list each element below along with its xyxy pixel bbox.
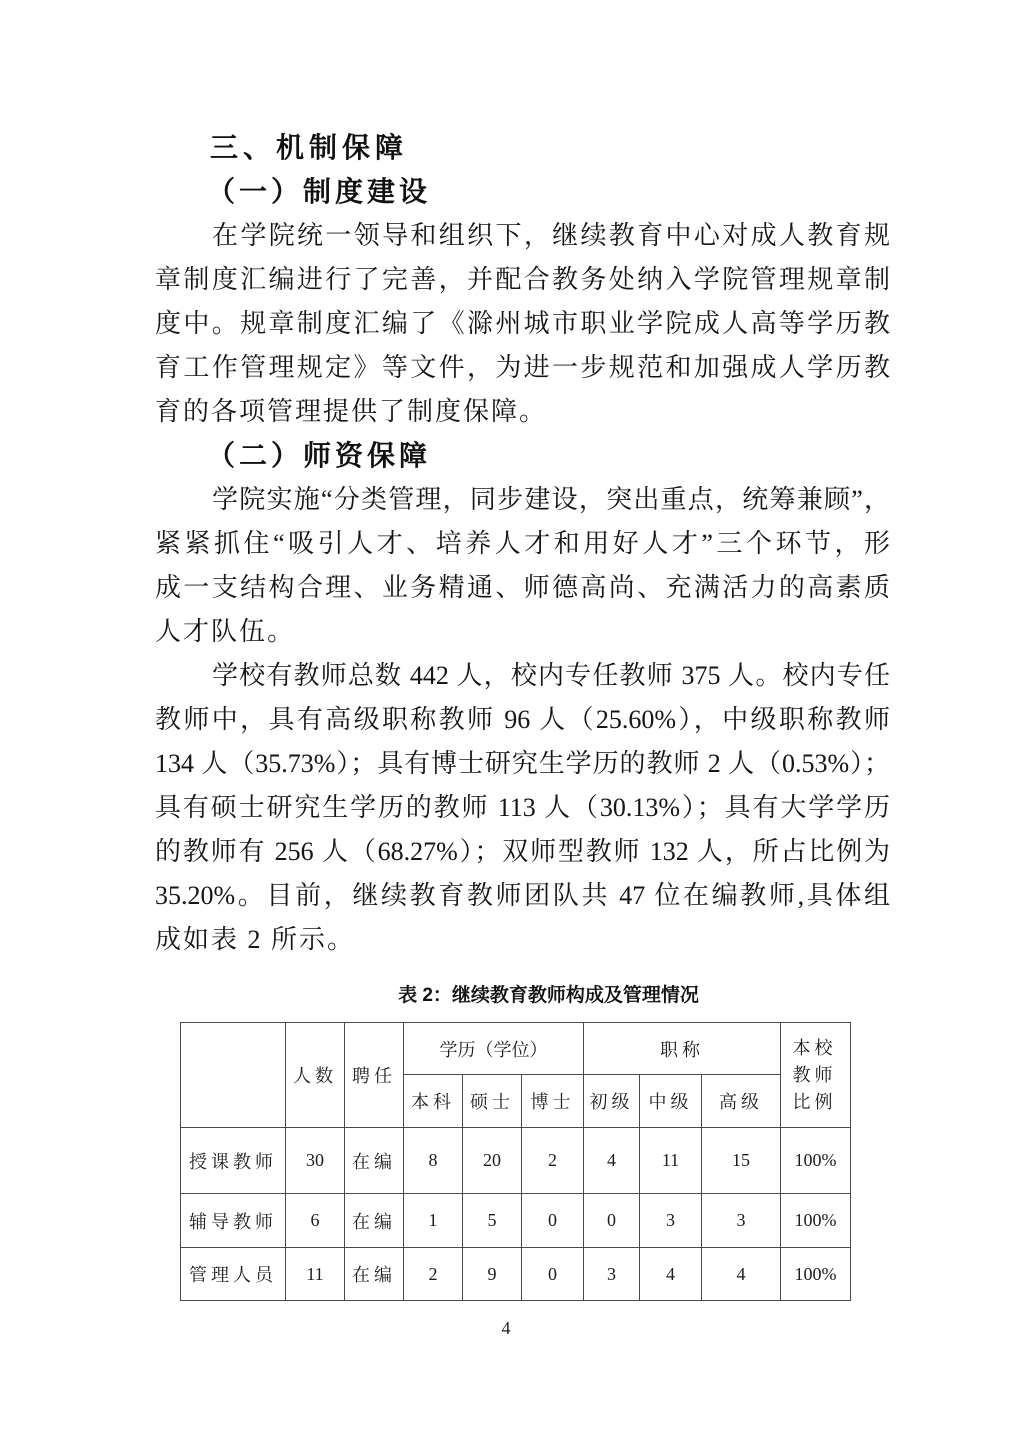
corner-cell: [181, 1023, 286, 1128]
header-bachelor: 本科: [404, 1075, 463, 1128]
row-label: 辅导教师: [181, 1194, 286, 1248]
paragraph-line: 成如表 2 所示。: [155, 925, 356, 954]
cell-ratio: 100%: [781, 1194, 851, 1248]
paragraph-line: 具有硕士研究生学历的教师 113 人（30.13%）；具有大学学历: [155, 793, 890, 822]
paragraph-line: 育的各项管理提供了制度保障。: [155, 397, 548, 426]
paragraph-line: 学校有教师总数 442 人，校内专任教师 375 人。校内专任: [212, 661, 890, 690]
row-label: 管理人员: [181, 1248, 286, 1301]
paragraph-line: 学院实施“分类管理，同步建设，突出重点，统筹兼顾”，: [212, 485, 890, 514]
header-senior: 高级: [702, 1075, 781, 1128]
page-number: 4: [501, 1318, 511, 1338]
header-master: 硕士: [463, 1075, 522, 1128]
paragraph-line: 35.20%。目前，继续教育教师团队共 47 位在编教师,具体组: [155, 881, 890, 910]
cell-bachelor: 8: [404, 1128, 463, 1194]
paragraph-line: 的教师有 256 人（68.27%）；双师型教师 132 人，所占比例为: [155, 837, 890, 866]
paragraph-line: 成一支结构合理、业务精通、师德高尚、充满活力的高素质: [155, 573, 890, 602]
cell-appointment: 在编: [345, 1248, 404, 1301]
header-middle: 中级: [640, 1075, 702, 1128]
paragraph-line: 134 人（35.73%）；具有博士研究生学历的教师 2 人（0.53%）；: [155, 749, 890, 778]
header-ratio-text: 本校教师比例: [792, 1037, 837, 1112]
section-1-heading: （一）制度建设: [207, 176, 432, 207]
paragraph-line: 人才队伍。: [155, 617, 296, 646]
cell-people: 6: [286, 1194, 345, 1248]
table-caption: 表 2：继续教育教师构成及管理情况: [398, 985, 699, 1006]
cell-master: 5: [463, 1194, 522, 1248]
cell-doctor: 0: [522, 1194, 584, 1248]
paragraph-line: 紧紧抓住“吸引人才、培养人才和用好人才”三个环节，形: [155, 529, 890, 558]
cell-appointment: 在编: [345, 1128, 404, 1194]
header-appointment: 聘任: [345, 1023, 404, 1128]
paragraph-line: 教师中，具有高级职称教师 96 人（25.60%），中级职称教师: [155, 705, 890, 734]
cell-ratio: 100%: [781, 1248, 851, 1301]
cell-doctor: 0: [522, 1248, 584, 1301]
cell-bachelor: 2: [404, 1248, 463, 1301]
section-2-heading: （二）师资保障: [207, 440, 432, 471]
header-junior: 初级: [584, 1075, 640, 1128]
chapter-heading: 三、机制保障: [210, 132, 409, 163]
cell-junior: 4: [584, 1128, 640, 1194]
header-education-group: 学历（学位）: [404, 1023, 584, 1075]
paragraph-line: 章制度汇编进行了完善，并配合教务处纳入学院管理规章制: [155, 265, 890, 294]
cell-doctor: 2: [522, 1128, 584, 1194]
cell-people: 11: [286, 1248, 345, 1301]
paragraph-line: 度中。规章制度汇编了《滁州城市职业学院成人高等学历教: [155, 309, 890, 338]
cell-ratio: 100%: [781, 1128, 851, 1194]
cell-bachelor: 1: [404, 1194, 463, 1248]
cell-senior: 3: [702, 1194, 781, 1248]
cell-middle: 4: [640, 1248, 702, 1301]
header-title-group: 职称: [584, 1023, 781, 1075]
cell-junior: 3: [584, 1248, 640, 1301]
cell-master: 20: [463, 1128, 522, 1194]
paragraph-line: 育工作管理规定》等文件，为进一步规范和加强成人学历教: [155, 353, 890, 382]
table-row: [181, 1248, 851, 1301]
cell-junior: 0: [584, 1194, 640, 1248]
cell-middle: 11: [640, 1128, 702, 1194]
table-header-row-1: [181, 1023, 851, 1075]
cell-appointment: 在编: [345, 1194, 404, 1248]
teacher-composition-table: [180, 1022, 851, 1301]
row-label: 授课教师: [181, 1128, 286, 1194]
paragraph-line: 在学院统一领导和组织下，继续教育中心对成人教育规: [212, 221, 890, 250]
header-people: 人数: [286, 1023, 345, 1128]
cell-middle: 3: [640, 1194, 702, 1248]
cell-people: 30: [286, 1128, 345, 1194]
cell-senior: 15: [702, 1128, 781, 1194]
table-row: [181, 1194, 851, 1248]
table-row: [181, 1128, 851, 1194]
header-doctor: 博士: [522, 1075, 584, 1128]
cell-senior: 4: [702, 1248, 781, 1301]
document-content: [155, 0, 890, 1301]
header-ratio: [781, 1023, 851, 1128]
cell-master: 9: [463, 1248, 522, 1301]
